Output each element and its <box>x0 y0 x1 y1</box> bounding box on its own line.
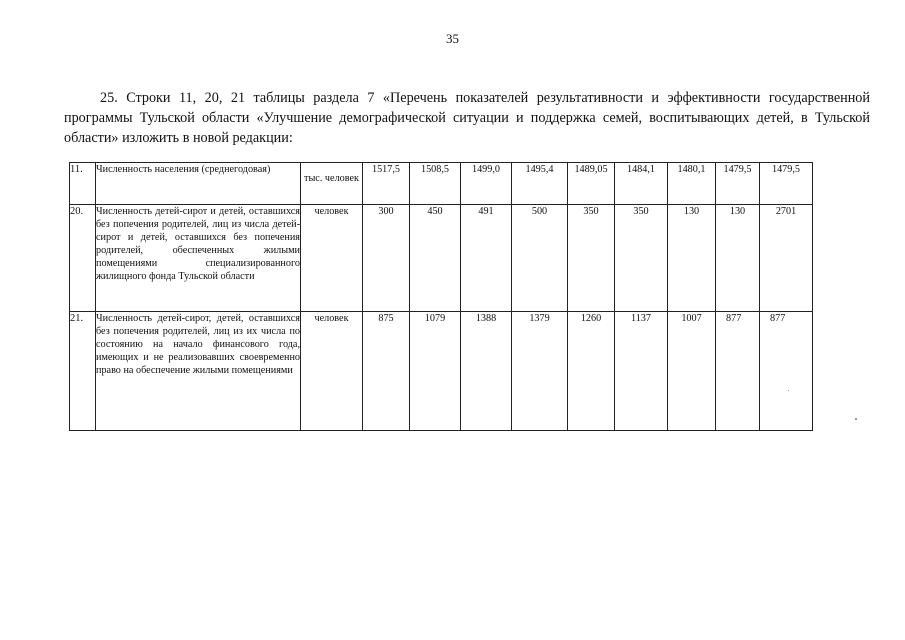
value-cell: 1499,0 <box>461 163 512 205</box>
value-cell: 1479,5 <box>760 163 813 205</box>
unit-cell: человек <box>301 205 363 312</box>
value-cell: 877 <box>760 312 813 431</box>
value-cell: 1480,1 <box>668 163 716 205</box>
scan-speck <box>855 418 857 420</box>
value-cell: 2701 <box>760 205 813 312</box>
row-number: 21. <box>70 312 96 431</box>
value-cell: 1388 <box>461 312 512 431</box>
value-cell: 491 <box>461 205 512 312</box>
value-cell: 1079 <box>410 312 461 431</box>
value-cell: 1137 <box>615 312 668 431</box>
value-cell: 1379 <box>512 312 568 431</box>
table-row-11 <box>70 163 813 205</box>
value-cell: 130 <box>716 205 760 312</box>
value-cell: 1495,4 <box>512 163 568 205</box>
value-cell: 1508,5 <box>410 163 461 205</box>
value-cell: 350 <box>615 205 668 312</box>
value-cell: 500 <box>512 205 568 312</box>
value-cell: 875 <box>363 312 410 431</box>
value-cell: 450 <box>410 205 461 312</box>
indicator-name: Численность населения (среднегодовая) <box>96 163 301 205</box>
indicator-name: Численность детей-сирот и детей, оставшихся без попечения родителей, лиц из числа детей-сирот и детей, оставшихся без попечения родителей, обеспеченных жилыми помещениями специализированного жилищного фонда Тульской области <box>96 205 301 312</box>
table-row-20 <box>70 205 813 312</box>
indicators-table <box>69 162 813 431</box>
value-cell: 1007 <box>668 312 716 431</box>
value-cell: 1517,5 <box>363 163 410 205</box>
value-cell: 1489,05 <box>568 163 615 205</box>
value-cell: 300 <box>363 205 410 312</box>
indicator-name: Численность детей-сирот, детей, оставшихся без попечения родителей, лиц из их числа по состоянию на начало финансового года, имеющих и не реализовавших своевременно право на обеспечение жилыми помещениями <box>96 312 301 431</box>
value-cell: 130 <box>668 205 716 312</box>
row-number: 20. <box>70 205 96 312</box>
page-number: 35 <box>446 31 459 46</box>
table-row-21 <box>70 312 813 431</box>
scan-speck <box>788 390 789 391</box>
unit-cell: человек <box>301 312 363 431</box>
value-cell: 1260 <box>568 312 615 431</box>
intro-paragraph: 25. Строки 11, 20, 21 таблицы раздела 7 «Перечень показателей результативности и эффективности государственной программы Тульской области «Улучшение демографической ситуации и поддержка семей, воспитывающих детей, в Тульской области» изложить в новой редакции: <box>64 90 870 146</box>
unit-cell: тыс. человек <box>301 163 363 205</box>
row-number: 11. <box>70 163 96 205</box>
value-cell: 1479,5 <box>716 163 760 205</box>
value-cell: 1484,1 <box>615 163 668 205</box>
value-cell: 877 <box>716 312 760 431</box>
value-cell: 350 <box>568 205 615 312</box>
